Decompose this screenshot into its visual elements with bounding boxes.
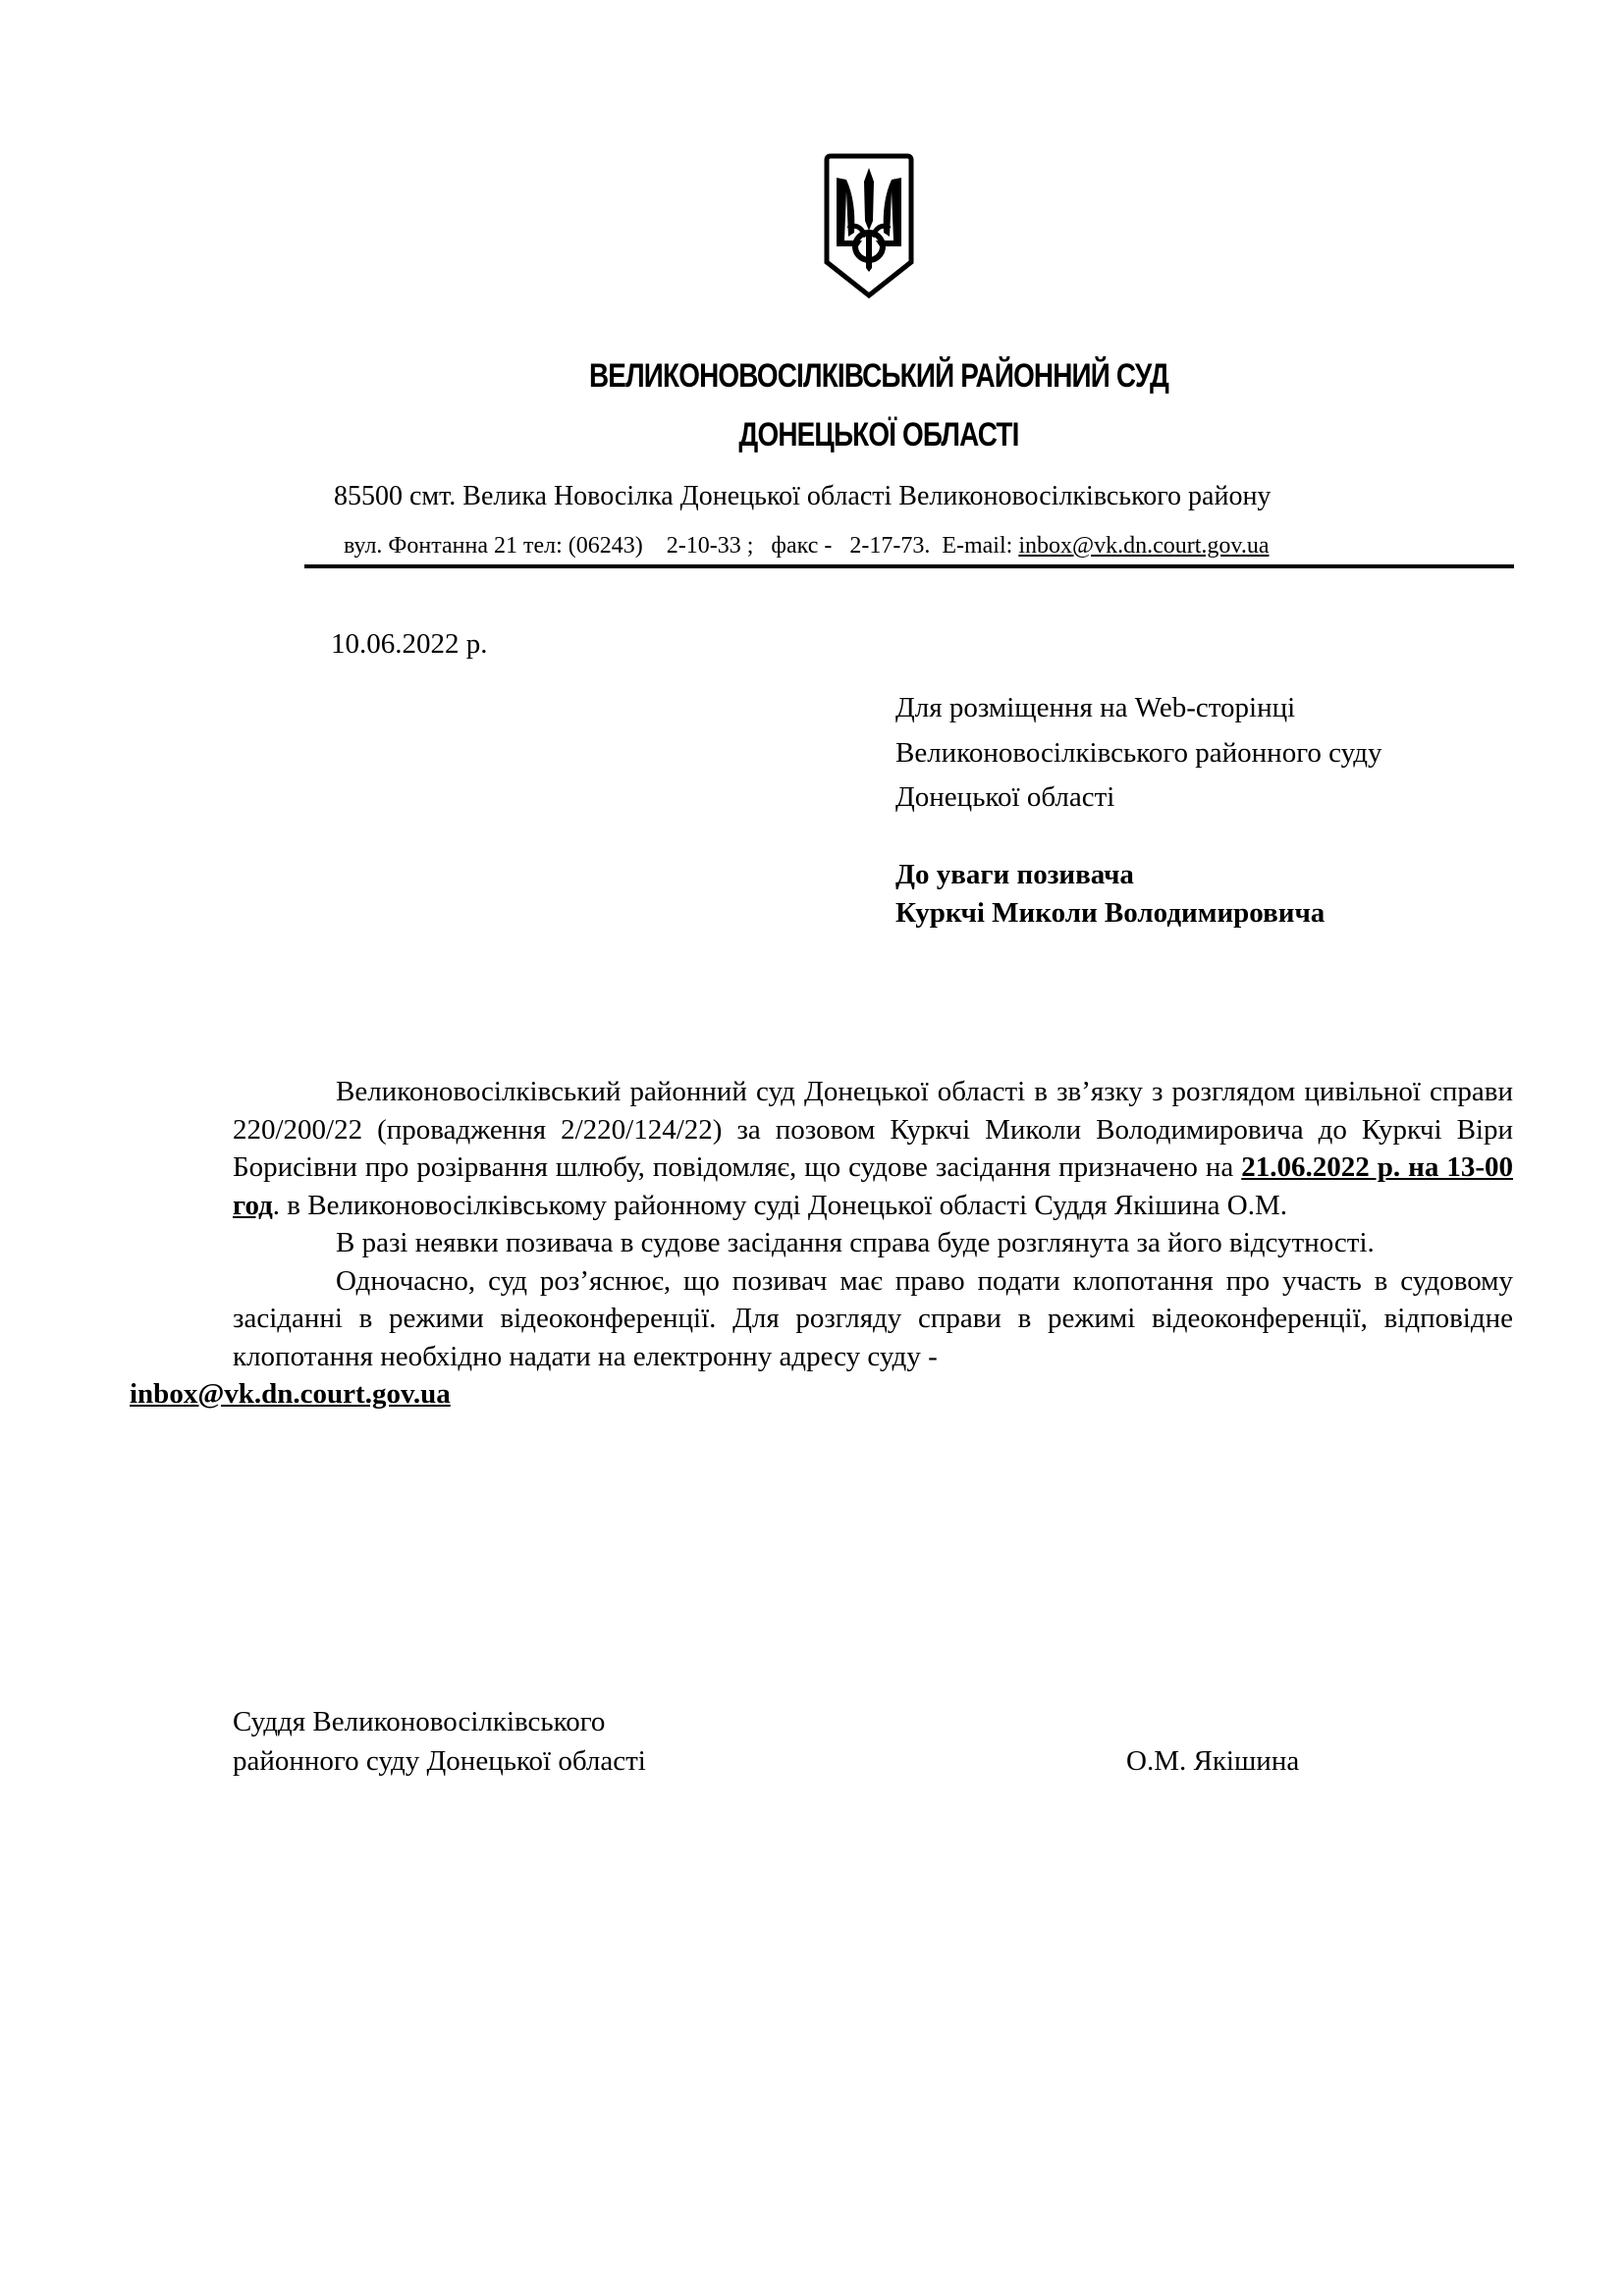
- paragraph-text: . в Великоновосілківському районному суді Донецької області Суддя Якішина О.М.: [272, 1189, 1287, 1221]
- notice-body: [130, 1073, 1514, 1414]
- recipient-line: Великоновосілківського районного суду: [895, 737, 1382, 769]
- paragraph-text: Великоновосілківський районний суд Донецької області в зв’язку з розглядом цивільної справи 220/200/22 (провадження 2/220/124/22) за позовом Куркчі Миколи Володимировича до Куркчі Віри Борисівни про розірвання шлюбу, повідомляє, що судове засідання призначено на: [233, 1076, 1513, 1183]
- notice-paragraph: В разі неявки позивача в судове засідання справа буде розглянута за його відсутності.: [336, 1227, 1375, 1258]
- addressee-line: До уваги позивача: [895, 859, 1134, 890]
- document-date: 10.06.2022 р.: [331, 628, 488, 660]
- court-email-link[interactable]: inbox@vk.dn.court.gov.ua: [1018, 533, 1270, 559]
- court-contacts-text: вул. Фонтанна 21 тел: (06243) 2-10-33 ; факс - 2-17-73. E-mail:: [344, 533, 1019, 559]
- court-name-heading: ВЕЛИКОНОВОСІЛКІВСЬКИЙ РАЙОННИЙ СУД: [588, 357, 1169, 395]
- signature-title: Суддя Великоновосілківського: [233, 1706, 606, 1737]
- hearing-datetime: 21.06.2022 р. на 13-00 год: [233, 1151, 1514, 1221]
- court-region-heading: ДОНЕЦЬКОЇ ОБЛАСТІ: [738, 416, 1019, 454]
- recipient-line: Донецької області: [895, 781, 1115, 813]
- addressee-name: Куркчі Миколи Володимировича: [895, 897, 1326, 929]
- recipient-line: Для розміщення на Web-сторінці: [895, 692, 1296, 723]
- letterhead-divider: [304, 564, 1514, 568]
- court-email-link[interactable]: inbox@vk.dn.court.gov.ua: [130, 1378, 451, 1410]
- court-address-line: 85500 смт. Велика Новосілка Донецької області Великоновосілківського району: [334, 481, 1272, 511]
- court-contacts-line: [344, 533, 1270, 560]
- notice-paragraph: [130, 1262, 1513, 1414]
- signature-name: О.М. Якішина: [1126, 1745, 1300, 1777]
- notice-paragraph: [233, 1073, 1513, 1224]
- ukraine-coat-of-arms-icon: [823, 152, 915, 299]
- signature-title: районного суду Донецької області: [233, 1745, 646, 1777]
- paragraph-text: Одночасно, суд роз’яснює, що позивач має право подати клопотання про участь в судовому засіданні в режими відеоконференції. Для розгляду справи в режимі відеоконференції, відповідне клопотання необхідно надати на електронну адресу суду -: [233, 1264, 1513, 1372]
